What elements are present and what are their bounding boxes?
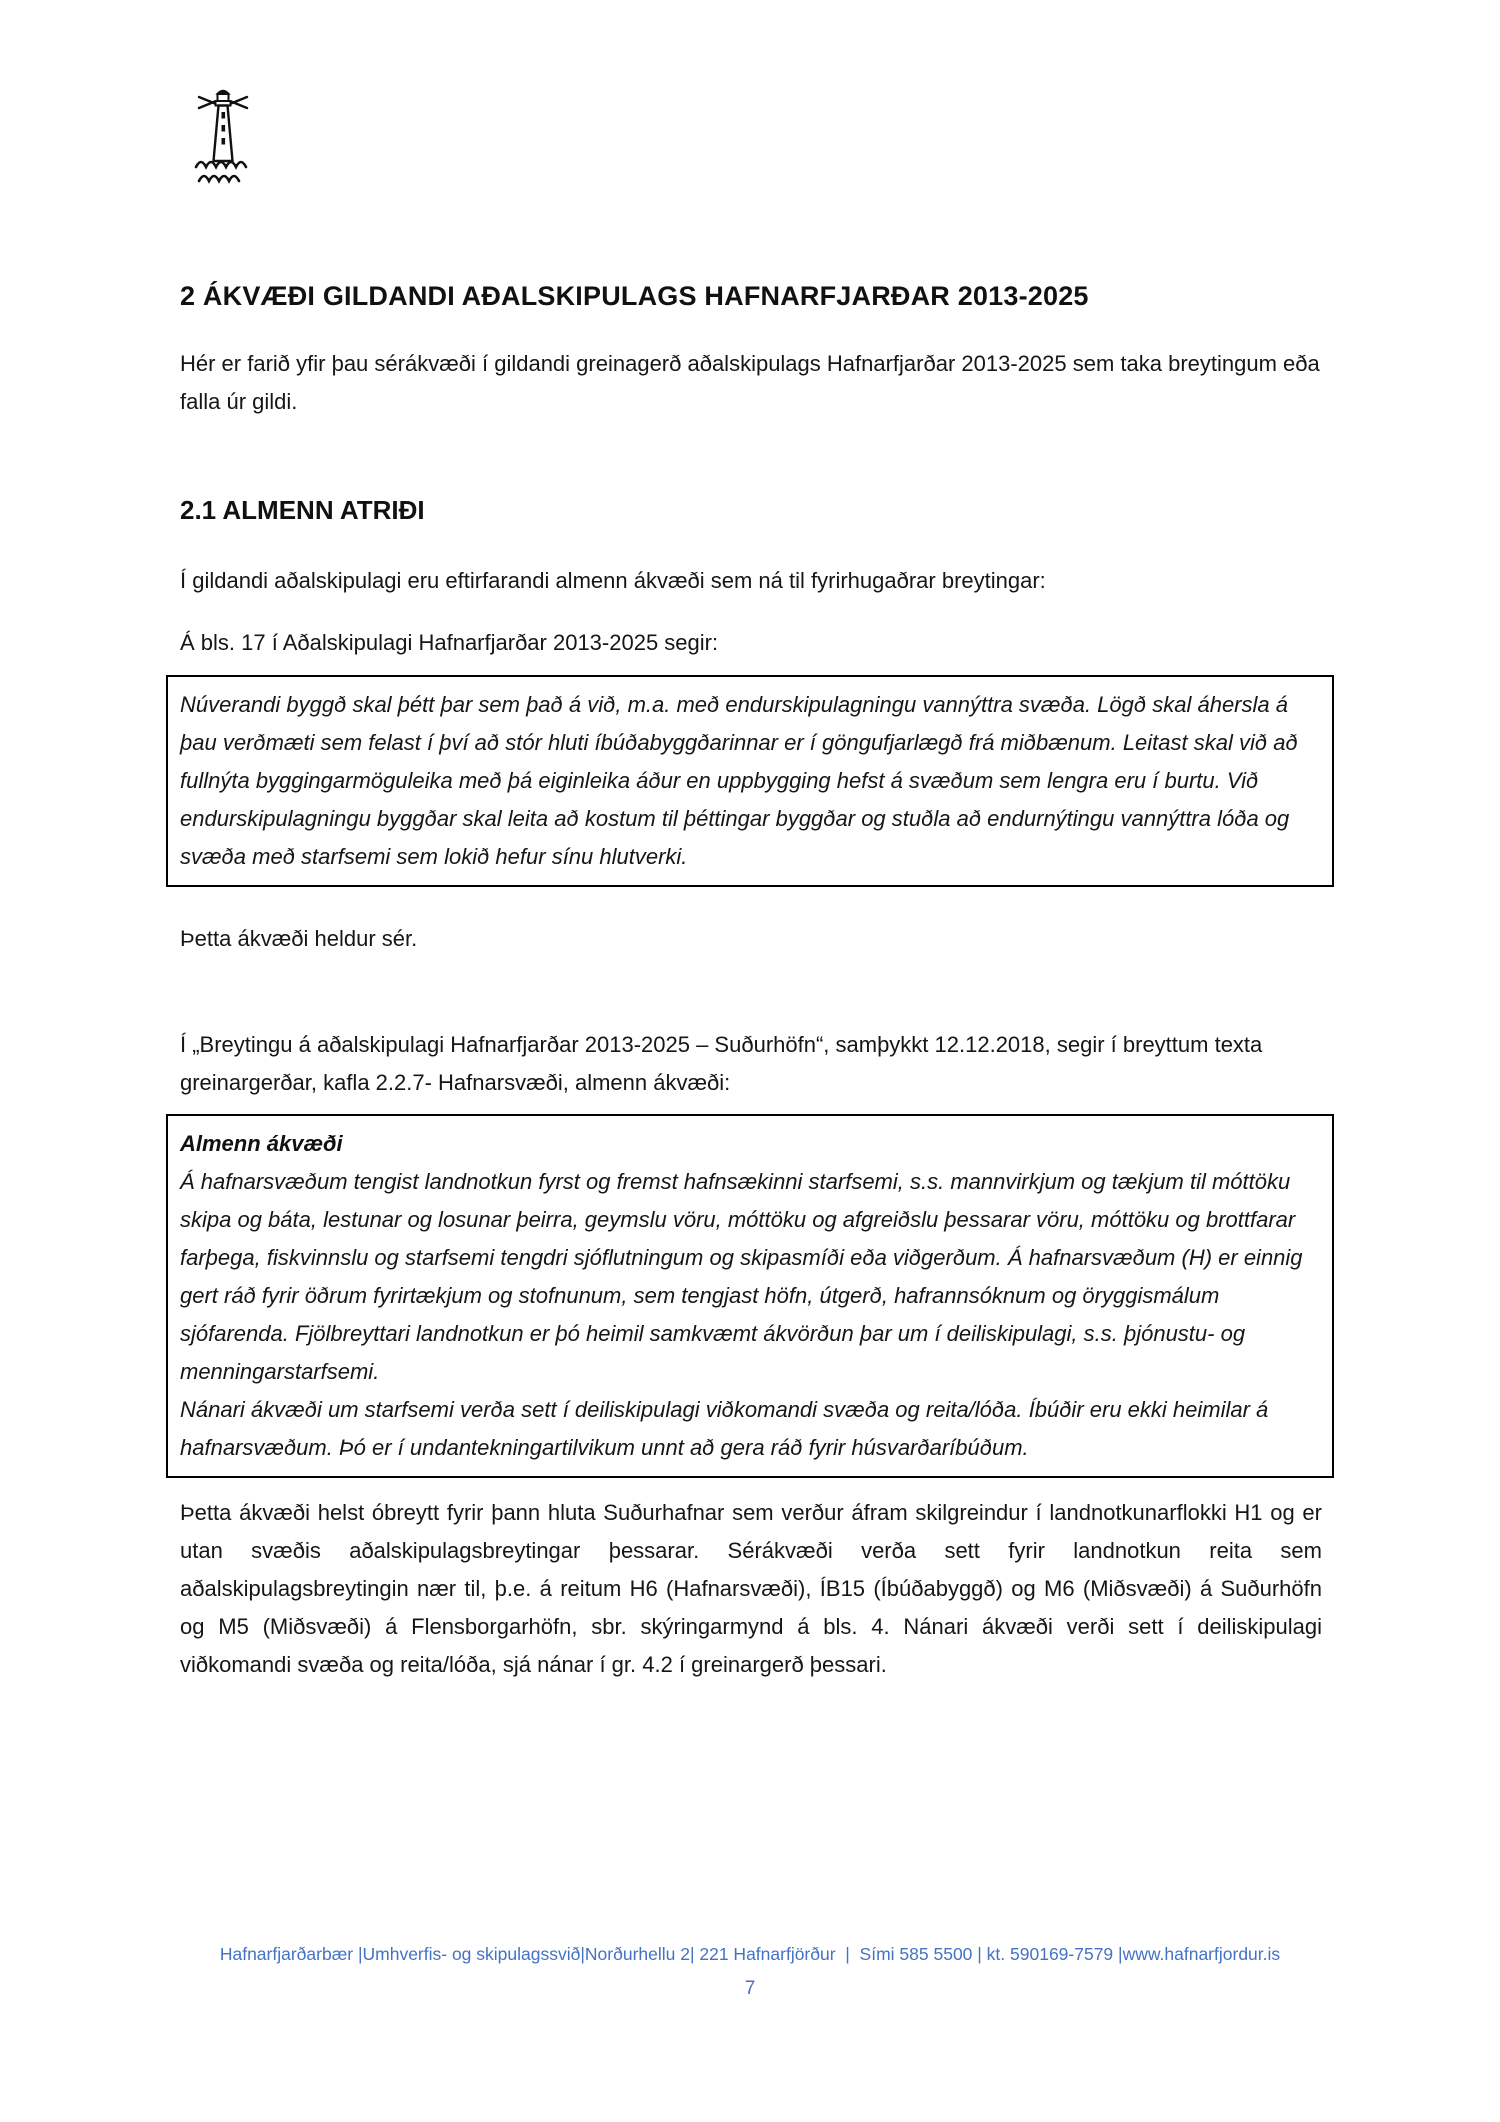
provision-note: Þetta ákvæði heldur sér. xyxy=(180,926,418,951)
quote-box-general-provisions xyxy=(166,1114,1334,1478)
page-number: 7 xyxy=(744,1978,756,1999)
closing-paragraph: Þetta ákvæði helst óbreytt fyrir þann hluta Suðurhafnar sem verður áfram skilgreindur í landnotkunarflokki H1 og er utan svæðis aðalskipulagsbreytingar þessarar. Sérákvæði verða sett fyrir landnotkun reita sem aðalskipulagsbreytingin nær til, þ.e. á reitum H6 (Hafnarsvæði), ÍB15 (Íbúðabyggð) og M6 (Miðsvæði) á Suðurhöfn og M5 (Miðsvæði) á Flensborgarhöfn, sbr. skýringarmynd á bls. 4. Nánari ákvæði verði sett í deiliskipulagi viðkomandi svæða og reita/lóða, sjá nánar í gr. 4.2 í greinargerð þessari. xyxy=(180,1500,1322,1677)
quote-box-current-plan xyxy=(166,675,1334,887)
source-reference: Á bls. 17 í Aðalskipulagi Hafnarfjarðar 2013-2025 segir: xyxy=(180,630,719,655)
subsection-heading: 2.1 ALMENN ATRIÐI xyxy=(180,495,425,525)
footer-contact-info: Hafnarfjarðarbær |Umhverfis- og skipulagssvið|Norðurhellu 2| 221 Hafnarfjörður | Sími 585 5500 | kt. 590169-7579 |www.hafnarfjordur.is xyxy=(219,1944,1281,1964)
amendment-reference: Í „Breytingu á aðalskipulagi Hafnarfjarðar 2013-2025 – Suðurhöfn“, samþykkt 12.12.2018, segir í breyttum texta greinargerðar, kafla 2.2.7- Hafnarsvæði, almenn ákvæði: xyxy=(180,1032,1263,1095)
section-heading: 2 ÁKVÆÐI GILDANDI AÐALSKIPULAGS HAFNARFJARÐAR 2013-2025 xyxy=(180,281,1089,311)
quote-text: Núverandi byggð skal þétt þar sem það á við, m.a. með endurskipulagningu vannýttra svæða. Lögð skal áhersla á þau verðmæti sem felast í því að stór hluti íbúðabyggðarinnar er í göngufjarlægð frá miðbænum. Leitast skal við að fullnýta byggingarmöguleika með þá eiginleika áður en uppbygging hefst á svæðum sem lengra eru í burtu. Við endurskipulagningu byggðar skal leita að kostum til þéttingar byggðar og stuðla að endurnýtingu vannýttra lóða og svæða með starfsemi sem lokið hefur sínu hlutverki. xyxy=(180,692,1298,869)
quote-paragraph-1: Á hafnarsvæðum tengist landnotkun fyrst og fremst hafnsækinni starfsemi, s.s. mannvirkjum og tækjum til móttöku skipa og báta, lestunar og losunar þeirra, geymslu vöru, móttöku og afgreiðslu þessarar vöru, móttöku og brottfarar farþega, fiskvinnslu og starfsemi tengdri sjóflutningum og skipasmíði eða viðgerðum. Á hafnarsvæðum (H) er einnig gert ráð fyrir öðrum fyrirtækjum og stofnunum, sem tengjast höfn, útgerð, hafrannsóknum og öryggismálum sjófarenda. Fjölbreyttari landnotkun er þó heimil samkvæmt ákvörðun þar um í deiliskipulagi, s.s. þjónustu- og menningarstarfsemi. xyxy=(180,1169,1303,1384)
quote-title: Almenn ákvæði xyxy=(180,1131,343,1156)
document-body xyxy=(180,0,1322,1684)
quote-paragraph-2: Nánari ákvæði um starfsemi verða sett í deiliskipulagi viðkomandi svæða og reita/lóða. Íbúðir eru ekki heimilar á hafnarsvæðum. Þó er í undantekningartilvikum unnt að gera ráð fyrir húsvarðaríbúðum. xyxy=(180,1397,1269,1460)
subsection-lead: Í gildandi aðalskipulagi eru eftirfarandi almenn ákvæði sem ná til fyrirhugaðrar breytingar: xyxy=(180,568,1046,593)
intro-paragraph: Hér er farið yfir þau sérákvæði í gildandi greinagerð aðalskipulags Hafnarfjarðar 2013-2025 sem taka breytingum eða falla úr gildi. xyxy=(180,351,1320,414)
